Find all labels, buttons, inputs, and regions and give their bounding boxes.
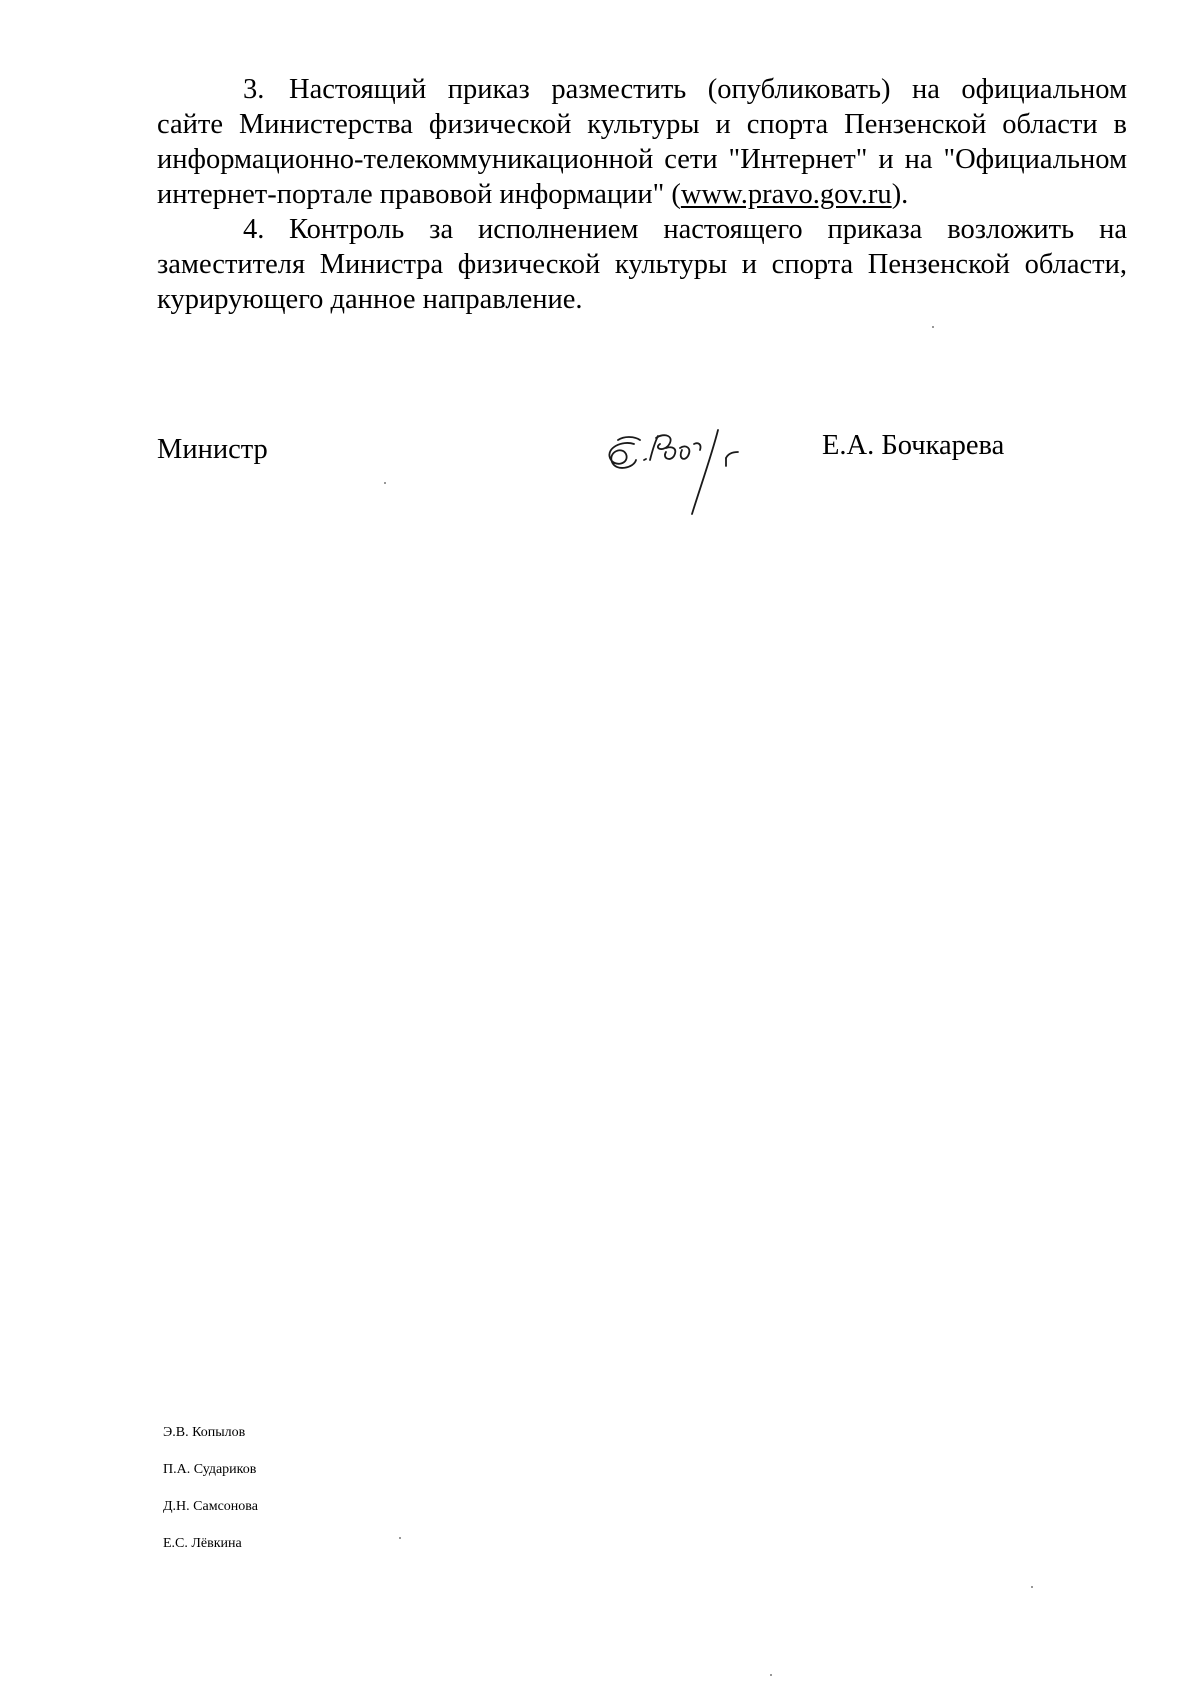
paragraph-4 xyxy=(157,212,1127,317)
signatory-name: Е.А. Бочкарева xyxy=(822,430,1005,461)
scan-speck xyxy=(932,326,934,328)
approver-item: Е.С. Лёвкина xyxy=(163,1536,242,1551)
order-body xyxy=(157,72,1127,317)
paragraph-3-text: Настоящий приказ разместить (опубликовать) на официальном сайте Министерства физической культуры и спорта Пензенской области в информационно-телекоммуникационной сети "Интернет" и на "Официальном интернет-портале правовой информации" ( xyxy=(157,74,1127,210)
scan-speck xyxy=(770,1674,772,1676)
approver-item: Э.В. Копылов xyxy=(163,1425,246,1440)
paragraph-4-number: 4. xyxy=(243,214,265,245)
pravo-link[interactable]: www.pravo.gov.ru xyxy=(680,179,892,210)
scan-speck xyxy=(1031,1586,1033,1588)
scan-speck xyxy=(399,1537,401,1539)
scan-speck xyxy=(384,482,386,484)
approver-item: П.А. Судариков xyxy=(163,1462,257,1477)
approval-list xyxy=(163,1424,258,1572)
paragraph-3-number: 3. xyxy=(243,74,265,105)
handwritten-signature xyxy=(600,418,760,518)
approver-item: Д.Н. Самсонова xyxy=(163,1499,258,1514)
paragraph-3 xyxy=(157,72,1127,212)
paragraph-3-suffix: ). xyxy=(891,179,909,210)
paragraph-4-text: Контроль за исполнением настоящего приказа возложить на заместителя Министра физической культуры и спорта Пензенской области, курирующего данное направление. xyxy=(157,214,1127,315)
signatory-title: Министр xyxy=(157,434,268,465)
